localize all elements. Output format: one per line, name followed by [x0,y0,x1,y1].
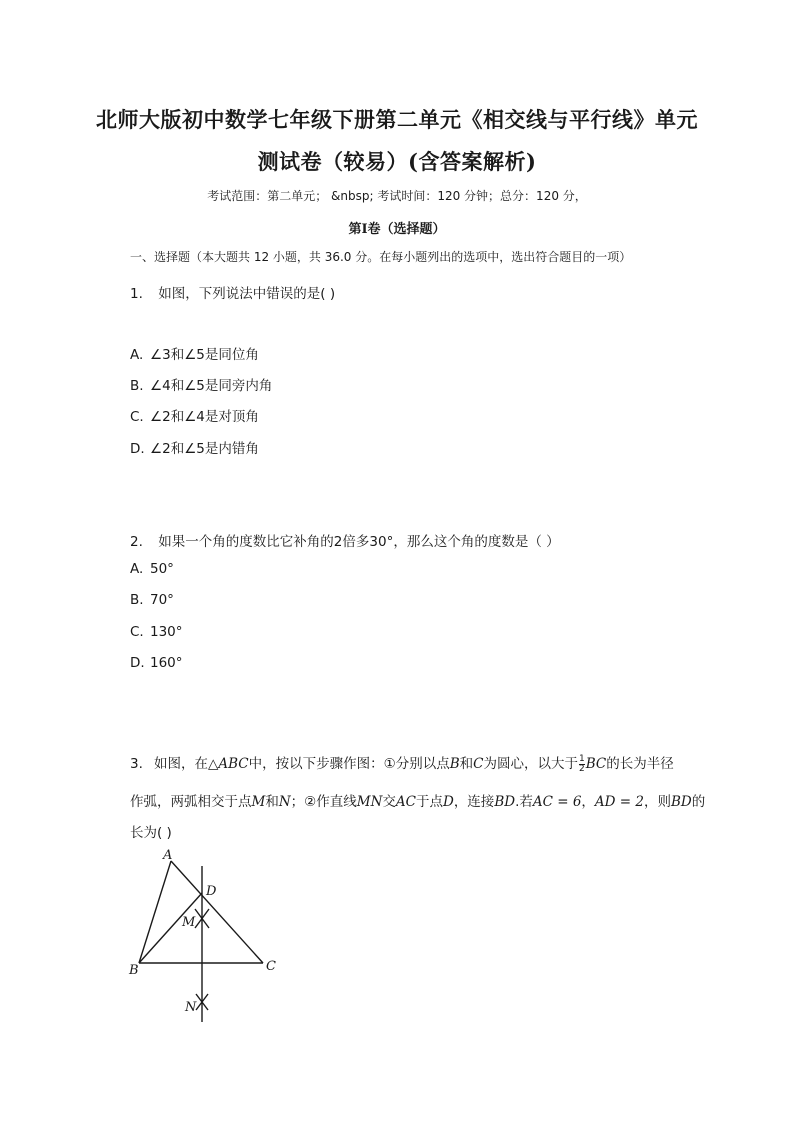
option-2c [130,624,183,640]
option-letter: B. [130,378,144,394]
part-heading: 一、选择题（本大题共 12 小题，共 36.0 分。在每小题列出的选项中，选出符合题目的一项） [130,250,632,264]
question-1 [130,282,335,302]
q3-text: 长为( ) [130,825,172,841]
q3-text: ， [581,794,595,810]
fraction-one-half [579,755,585,774]
option-2d [130,655,183,671]
option-text: ∠3和∠5是同位角 [150,347,259,363]
point-label-m: M [182,915,196,930]
point-label-b: B [129,963,139,978]
question-3-line-1 [130,752,674,774]
q3-text: 的长为半径 [606,756,674,772]
option-2a [130,561,174,577]
question-3-line-3 [130,821,172,841]
q3-math: BD [670,794,692,810]
option-1b [130,374,272,394]
exam-meta-info: 考试范围：第二单元； &nbsp; 考试时间：120 分钟；总分：120 分， [207,189,587,203]
point-label-a: A [163,848,173,863]
question-2 [130,530,560,550]
q3-math: N [278,794,291,810]
option-text: 50° [150,561,174,577]
option-text: 160° [150,655,183,671]
point-label-n: N [185,1000,197,1015]
question-3-line-2 [130,790,705,810]
q3-text: ；②作直线 [290,794,357,810]
q3-math: MN [356,794,383,810]
q3-math: AD = 2 [594,794,644,810]
option-2b [130,592,174,608]
option-text: ∠2和∠5是内错角 [150,441,259,457]
question-number: 3. [130,756,143,772]
option-letter: A. [130,347,144,363]
triangle-construction-figure [122,842,292,1028]
q3-text: 如图，在 [154,756,208,772]
document-title-line-1: 北师大版初中数学七年级下册第二单元《相交线与平行线》单元 [96,107,698,132]
option-letter: C. [130,409,144,425]
option-text: 70° [150,592,174,608]
q3-text: 交 [382,794,396,810]
q3-math: C [473,756,484,772]
point-label-c: C [266,959,276,974]
q3-math: M [251,794,266,810]
q3-text: ，连接 [453,794,495,810]
option-1c [130,405,259,425]
q3-math: D [442,794,454,810]
option-letter: A. [130,561,144,577]
q3-text: 和 [265,794,279,810]
section-title: 第Ⅰ卷（选择题） [348,222,446,237]
q3-math: AC [395,794,416,810]
q3-math: BD [494,794,516,810]
option-letter: C. [130,624,144,640]
q3-text: 的 [691,794,706,810]
q3-text: 和 [459,756,474,772]
fraction-denominator: 2 [579,763,585,774]
q3-text: .若 [515,794,533,810]
document-title-line-2: 测试卷（较易）(含答案解析) [257,149,537,174]
q3-text: 于点 [415,794,443,810]
question-text: 如图，下列说法中错误的是( ) [158,286,336,302]
q3-math: △ABC [208,756,249,772]
q3-text: 中，按以下步骤作图：①分别以点 [248,756,450,772]
option-letter: B. [130,592,144,608]
option-1a [130,343,259,363]
option-text: ∠2和∠4是对顶角 [150,409,259,425]
q3-math: B [449,756,460,772]
option-text: 130° [150,624,183,640]
q3-text: 为圆心，以大于 [483,756,579,772]
point-label-d: D [206,884,217,899]
fraction-numerator: 1 [579,753,585,764]
q3-math: BC [585,756,607,772]
q3-text: ，则 [643,794,671,810]
question-number: 1. [130,286,143,302]
segment-ab [139,861,171,963]
option-letter: D. [130,441,145,457]
question-number: 2. [130,534,143,550]
option-text: ∠4和∠5是同旁内角 [150,378,273,394]
question-text: 如果一个角的度数比它补角的2倍多30°，那么这个角的度数是（ ） [158,534,560,550]
option-letter: D. [130,655,145,671]
q3-text: 作弧，两弧相交于点 [130,794,252,810]
q3-math: AC = 6 [532,794,582,810]
option-1d [130,437,259,457]
